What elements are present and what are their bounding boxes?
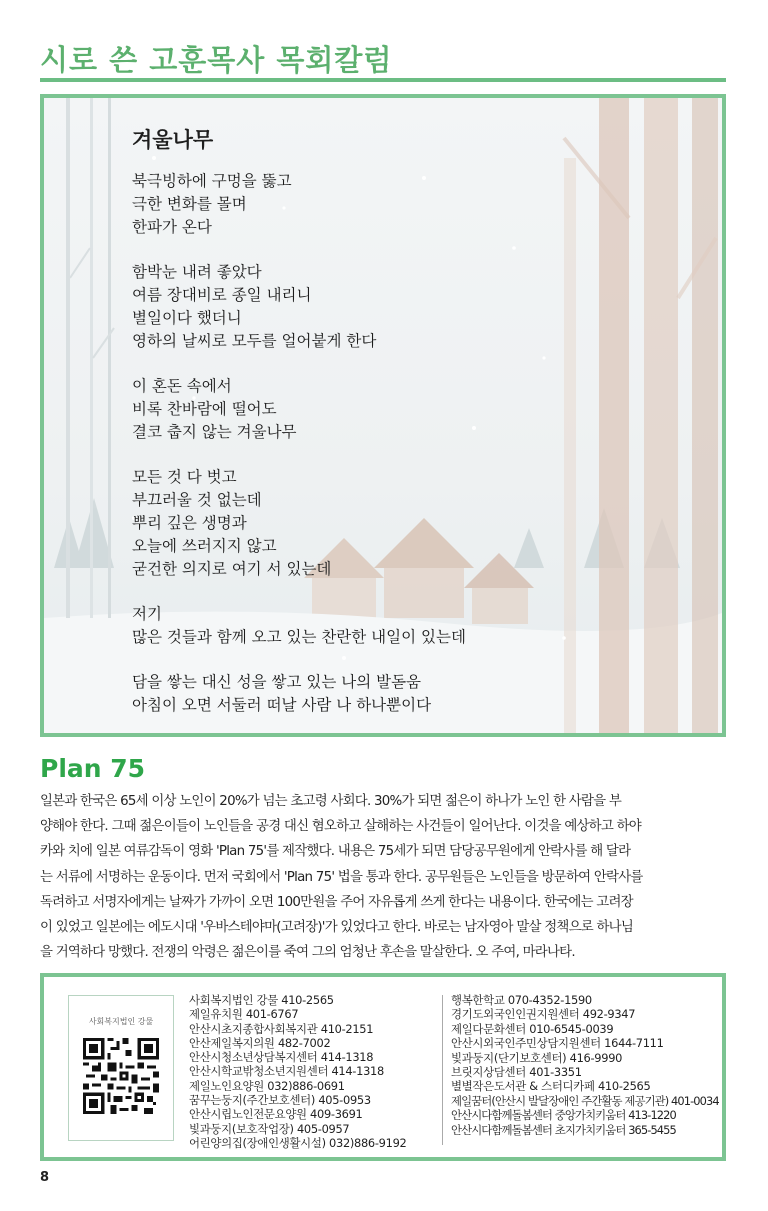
- essay-line: 이 있었고 일본에는 에도시대 '우바스테야마(고려장)'가 있었다고 한다. 바로는 남자영아 말살 정책으로 하나님: [40, 920, 634, 936]
- poem-line: 부끄러울 것 없는데: [132, 491, 262, 509]
- poem-line: 영하의 날씨로 모두를 얼어붙게 한다: [132, 332, 377, 350]
- poem-line: 이 혼돈 속에서: [132, 377, 232, 395]
- directory-entry: 안산시다함께돌봄센터 중앙가치키움터 413-1220: [451, 1108, 676, 1123]
- poem-line: 결코 춥지 않는 겨울나무: [132, 423, 297, 441]
- poem-line: 저기: [132, 605, 162, 623]
- directory-entry: 제일노인요양원 032)886-0691: [189, 1078, 345, 1093]
- poem-stanza: [132, 603, 692, 649]
- directory-entry: 제일다문화센터 010-6545-0039: [451, 1021, 614, 1036]
- poem-stanza: [132, 466, 692, 581]
- directory-entry: 사회복지법인 강물 410-2565: [189, 993, 334, 1007]
- essay-line: 을 거역하다 망했다. 전쟁의 악령은 젊은이를 죽여 그의 엄청난 후손을 말살한다. 오 주여, 마라나타.: [40, 945, 575, 961]
- column-header-title: 시로 쓴 고훈목사 목회칼럼: [40, 43, 393, 77]
- header-rule: [40, 78, 726, 82]
- poem-content: [132, 124, 692, 737]
- poem-line: 오늘에 쓰러지지 않고: [132, 537, 277, 555]
- poem-line: 극한 변화를 몰며: [132, 195, 247, 213]
- essay-line: 양해야 한다. 그때 젊은이들이 노인들을 공경 대신 혐오하고 살해하는 사건들이 일어난다. 이것을 예상하고 하야: [40, 819, 641, 835]
- poem-box: [40, 94, 726, 737]
- directory-entry: 브릿지상담센터 401-3351: [451, 1065, 582, 1080]
- directory-entry: 안산시청소년상담복지센터 414-1318: [189, 1050, 374, 1065]
- essay-line: 일본과 한국은 65세 이상 노인이 20%가 넘는 초고령 사회다. 30%가 되면 젊은이 하나가 노인 한 사람을 부: [40, 794, 622, 809]
- directory-entry: 안산제일복지의원 482-7002: [189, 1035, 331, 1050]
- poem-line: 담을 쌓는 대신 성을 쌓고 있는 나의 발돋움: [132, 673, 422, 691]
- poem-line: 비록 찬바람에 떨어도: [132, 400, 277, 418]
- qr-code-icon[interactable]: [83, 1038, 159, 1114]
- poem-title: 겨울나무: [132, 128, 214, 152]
- directory-entry: 경기도외국인인권지원센터 492-9347: [451, 1007, 636, 1022]
- essay-line: 카와 치에 일본 여류감독이 영화 'Plan 75'를 제작했다. 내용은 75세가 되면 담당공무원에게 안락사를 해 달라: [40, 844, 631, 860]
- directory-entry: 꿈꾸는둥지(주간보호센터) 405-0953: [189, 1093, 371, 1108]
- directory-entry: 행복한학교 070-4352-1590: [451, 993, 592, 1007]
- qr-caption: 사회복지법인 강물: [88, 1017, 154, 1026]
- directory-entry: 제일꿈터(안산시 발달장애인 주간활동 제공기관) 401-0034: [451, 1093, 719, 1108]
- directory-entry: 빛과둥지(단기보호센터) 416-9990: [451, 1050, 623, 1065]
- poem-stanza: [132, 375, 692, 444]
- directory-entry: 안산시학교밖청소년지원센터 414-1318: [189, 1064, 384, 1079]
- directory-separator: [442, 995, 443, 1145]
- poem-line: 많은 것들과 함께 오고 있는 찬란한 내일이 있는데: [132, 628, 466, 646]
- directory-entry: 제일유치원 401-6767: [189, 1007, 299, 1022]
- poem-line: 굳건한 의지로 여기 서 있는데: [132, 560, 332, 578]
- poem-line: 한파가 온다: [132, 218, 212, 236]
- poem-line: 뿌리 깊은 생명과: [132, 514, 247, 532]
- directory-entry: 안산시초지종합사회복지관 410-2151: [189, 1021, 374, 1036]
- poem-line: 여름 장대비로 종일 내리니: [132, 286, 312, 304]
- directory-entry: 별별작은도서관 & 스터디카페 410-2565: [451, 1079, 651, 1094]
- poem-line: 모든 것 다 벗고: [132, 468, 237, 486]
- page-number: 8: [40, 1170, 50, 1185]
- poem-stanza: [132, 261, 692, 353]
- directory-column-2: [451, 993, 723, 1137]
- essay-body: [40, 789, 730, 965]
- directory-column-1: [189, 993, 439, 1150]
- essay-title: Plan 75: [40, 754, 146, 783]
- directory-entry: 안산시외국인주민상담지원센터 1644-7111: [451, 1036, 664, 1051]
- directory-entry: 빛과둥지(보호작업장) 405-0957: [189, 1121, 350, 1136]
- directory-entry: 어린양의집(장애인생활시설) 032)886-9192: [189, 1135, 407, 1150]
- poem-line: 북극빙하에 구멍을 뚫고: [132, 172, 292, 190]
- poem-line: 함박눈 내려 좋았다: [132, 263, 262, 281]
- poem-stanza: [132, 671, 692, 717]
- qr-card: [68, 995, 174, 1141]
- essay-line: 는 서류에 서명하는 운동이다. 먼저 국회에서 'Plan 75' 법을 통과 한다. 공무원들은 노인들을 방문하여 안락사를: [40, 869, 643, 885]
- directory-entry: 안산시립노인전문요양원 409-3691: [189, 1107, 363, 1122]
- essay-line: 독려하고 서명자에게는 날짜가 가까이 오면 100만원을 주어 자유롭게 쓰게 한다는 내용이다. 한국에는 고려장: [40, 894, 633, 910]
- poem-stanza: [132, 170, 692, 239]
- directory-entry: 안산시다함께돌봄센터 초지가치키움터 365-5455: [451, 1122, 676, 1137]
- poem-line: 별일이다 했더니: [132, 309, 242, 327]
- poem-line: 아침이 오면 서둘러 떠날 사람 나 하나뿐이다: [132, 696, 432, 714]
- directory-box: [40, 973, 726, 1161]
